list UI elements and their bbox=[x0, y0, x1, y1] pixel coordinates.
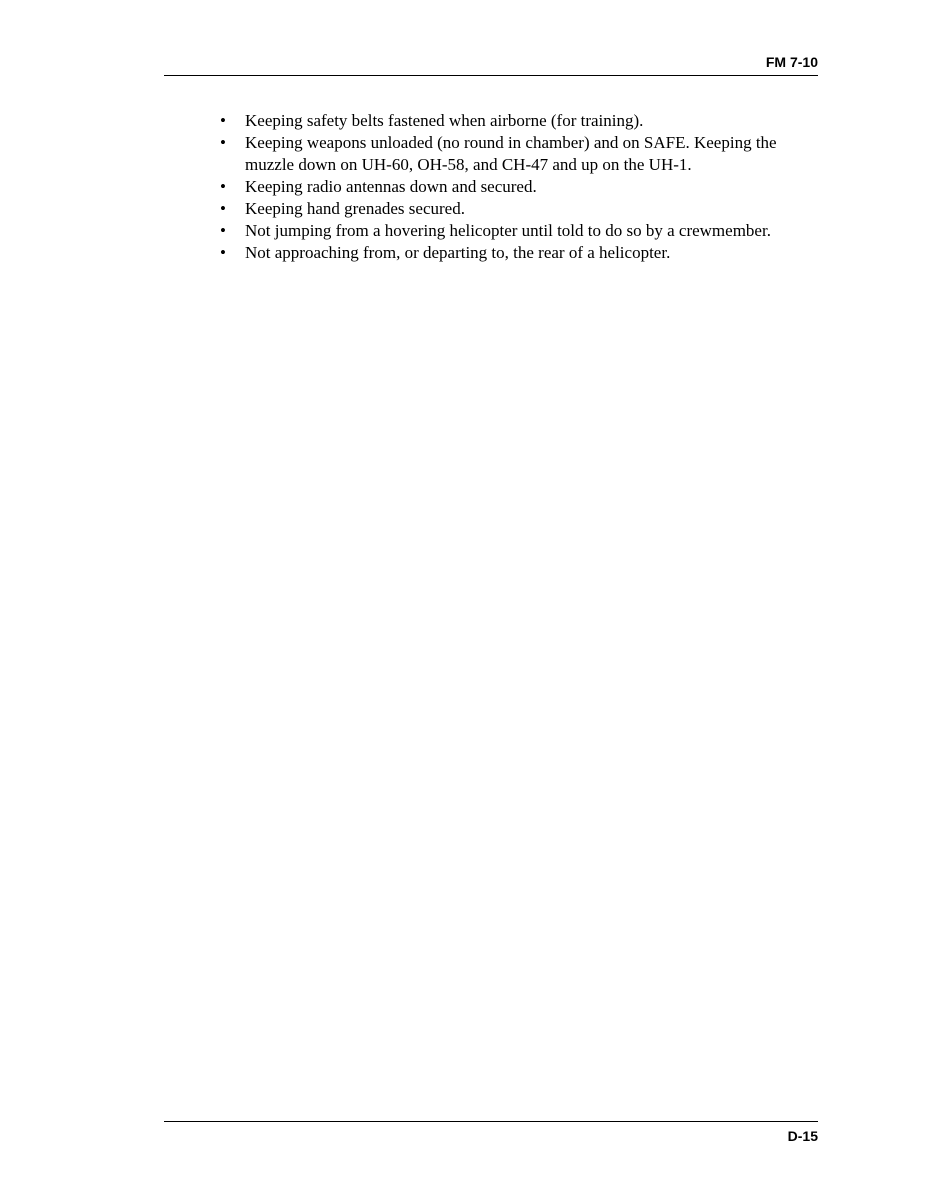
footer-rule bbox=[164, 1121, 818, 1122]
list-item bbox=[218, 176, 818, 198]
bullet-icon: • bbox=[220, 243, 226, 262]
list-item-text: Not jumping from a hovering helicopter until told to do so by a crewmember. bbox=[245, 221, 771, 240]
list-item-text: Keeping hand grenades secured. bbox=[245, 199, 465, 218]
list-item bbox=[218, 242, 818, 264]
page-number: D-15 bbox=[787, 1128, 818, 1144]
bullet-icon: • bbox=[220, 221, 226, 240]
bullet-icon: • bbox=[220, 177, 226, 196]
bullet-icon: • bbox=[220, 111, 226, 130]
list-item bbox=[218, 132, 818, 176]
list-item-text: Not approaching from, or departing to, the rear of a helicopter. bbox=[245, 243, 671, 262]
list-item-text: Keeping radio antennas down and secured. bbox=[245, 177, 537, 196]
bullet-icon: • bbox=[220, 199, 226, 218]
safety-bullet-list bbox=[218, 110, 818, 264]
list-item bbox=[218, 198, 818, 220]
list-item bbox=[218, 220, 818, 242]
bullet-icon: • bbox=[220, 133, 226, 152]
list-item-text: Keeping weapons unloaded (no round in chamber) and on SAFE. Keeping the muzzle down on UH-60, OH-58, and CH-47 and up on the UH-1. bbox=[245, 133, 777, 174]
list-item-text: Keeping safety belts fastened when airborne (for training). bbox=[245, 111, 644, 130]
header-rule bbox=[164, 75, 818, 76]
manual-id: FM 7-10 bbox=[765, 54, 818, 70]
list-item bbox=[218, 110, 818, 132]
